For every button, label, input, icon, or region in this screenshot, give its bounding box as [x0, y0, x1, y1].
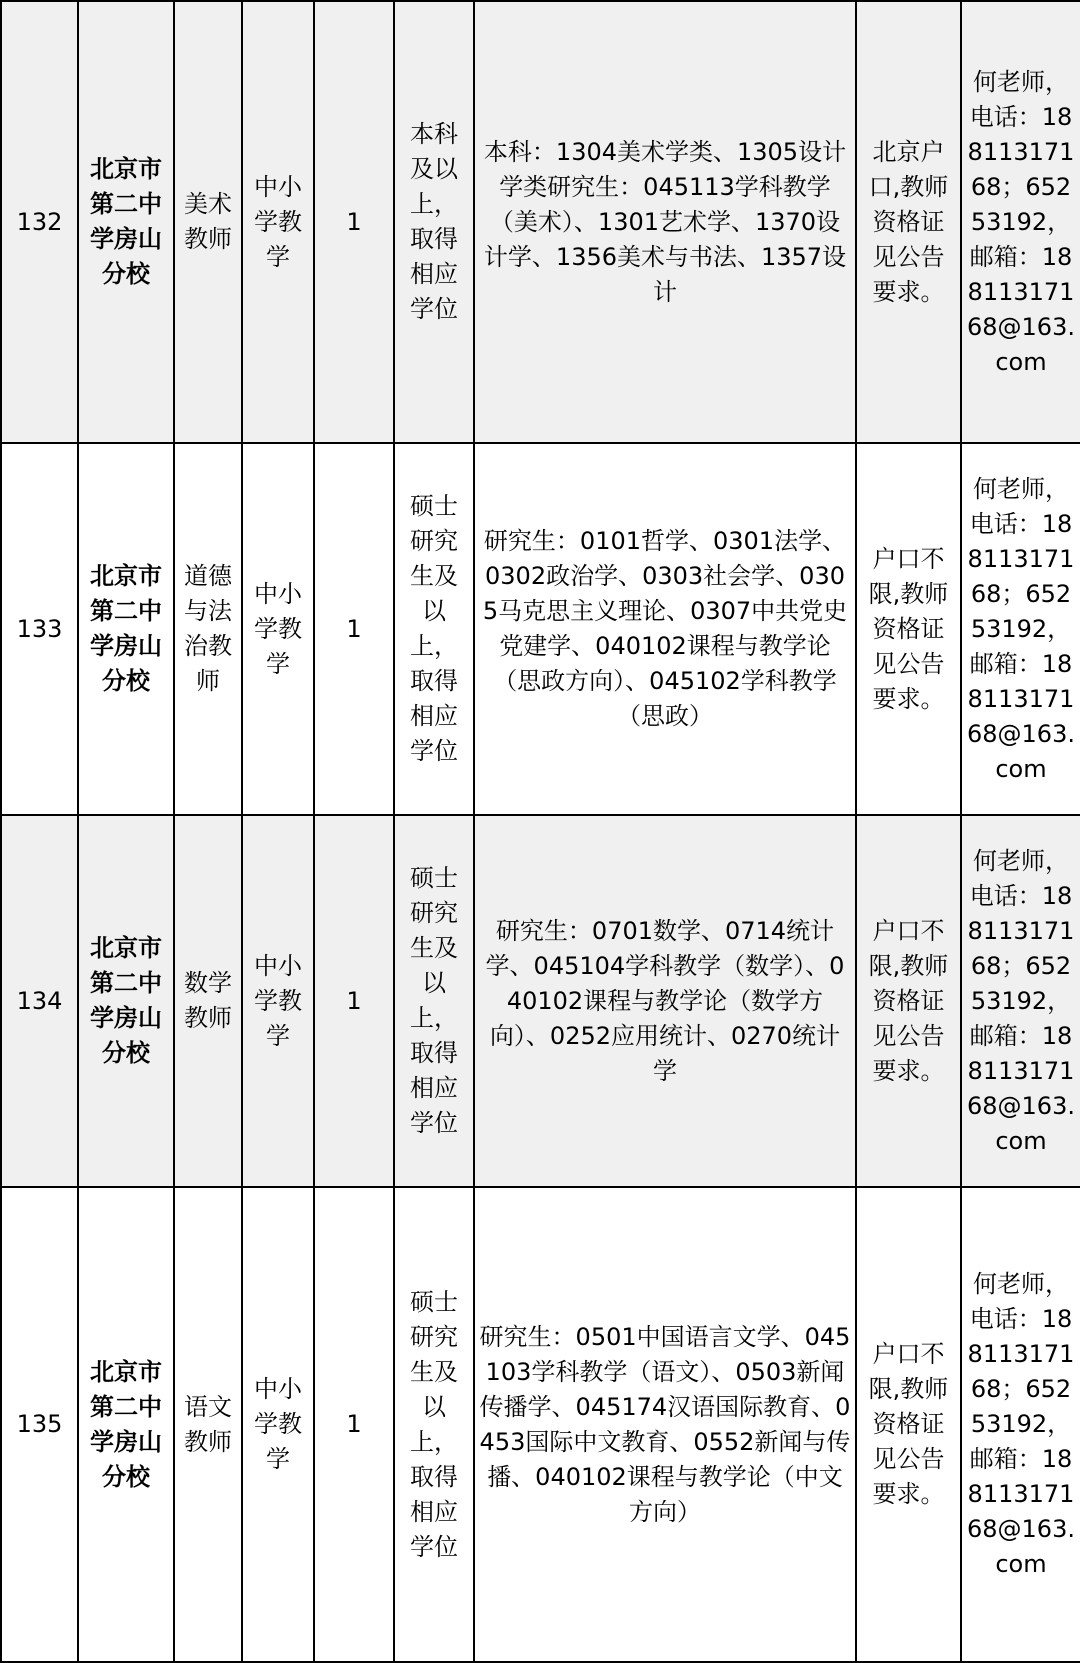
- education-requirement: 硕士研究生及以上，取得相应学位: [394, 1187, 474, 1662]
- education-requirement: 本科及以上，取得相应学位: [394, 1, 474, 443]
- major-requirement: 研究生：0701数学、0714统计学、045104学科教学（数学）、040102课程与教学论（数学方向）、0252应用统计、0270统计学: [474, 815, 856, 1187]
- major-requirement: 研究生：0101哲学、0301法学、0302政治学、0303社会学、0305马克思主义理论、0307中共党史党建学、040102课程与教学论（思政方向）、045102学科教学（思政）: [474, 443, 856, 815]
- position-name: 数学教师: [174, 815, 242, 1187]
- row-number: 132: [1, 1, 78, 443]
- education-requirement: 硕士研究生及以上，取得相应学位: [394, 443, 474, 815]
- position-name: 道德与法治教师: [174, 443, 242, 815]
- other-requirement: 户口不限,教师资格证见公告要求。: [856, 1187, 961, 1662]
- education-requirement: 硕士研究生及以上，取得相应学位: [394, 815, 474, 1187]
- position-name: 美术教师: [174, 1, 242, 443]
- row-number: 135: [1, 1187, 78, 1662]
- row-number: 133: [1, 443, 78, 815]
- hiring-count: 1: [314, 815, 394, 1187]
- table-row: [1, 1, 1080, 443]
- table-row: [1, 1187, 1080, 1662]
- school-name: 北京市第二中学房山分校: [78, 1, 174, 443]
- row-number: 134: [1, 815, 78, 1187]
- contact-info: 何老师，电话：18811317168；65253192，邮箱：18811317168@163.com: [961, 1, 1080, 443]
- contact-info: 何老师，电话：18811317168；65253192，邮箱：18811317168@163.com: [961, 443, 1080, 815]
- contact-info: 何老师，电话：18811317168；65253192，邮箱：18811317168@163.com: [961, 1187, 1080, 1662]
- other-requirement: 户口不限,教师资格证见公告要求。: [856, 443, 961, 815]
- contact-info: 何老师，电话：18811317168；65253192，邮箱：18811317168@163.com: [961, 815, 1080, 1187]
- table-row: [1, 815, 1080, 1187]
- hiring-count: 1: [314, 1187, 394, 1662]
- hiring-count: 1: [314, 1, 394, 443]
- major-requirement: 本科：1304美术学类、1305设计学类研究生：045113学科教学（美术）、1301艺术学、1370设计学、1356美术与书法、1357设计: [474, 1, 856, 443]
- table-row: [1, 443, 1080, 815]
- major-requirement: 研究生：0501中国语言文学、045103学科教学（语文）、0503新闻传播学、045174汉语国际教育、0453国际中文教育、0552新闻与传播、040102课程与教学论（中文方向）: [474, 1187, 856, 1662]
- position-category: 中小学教学: [242, 1187, 314, 1662]
- position-category: 中小学教学: [242, 815, 314, 1187]
- position-category: 中小学教学: [242, 1, 314, 443]
- position-category: 中小学教学: [242, 443, 314, 815]
- other-requirement: 北京户口,教师资格证见公告要求。: [856, 1, 961, 443]
- position-name: 语文教师: [174, 1187, 242, 1662]
- other-requirement: 户口不限,教师资格证见公告要求。: [856, 815, 961, 1187]
- school-name: 北京市第二中学房山分校: [78, 443, 174, 815]
- hiring-count: 1: [314, 443, 394, 815]
- school-name: 北京市第二中学房山分校: [78, 1187, 174, 1662]
- school-name: 北京市第二中学房山分校: [78, 815, 174, 1187]
